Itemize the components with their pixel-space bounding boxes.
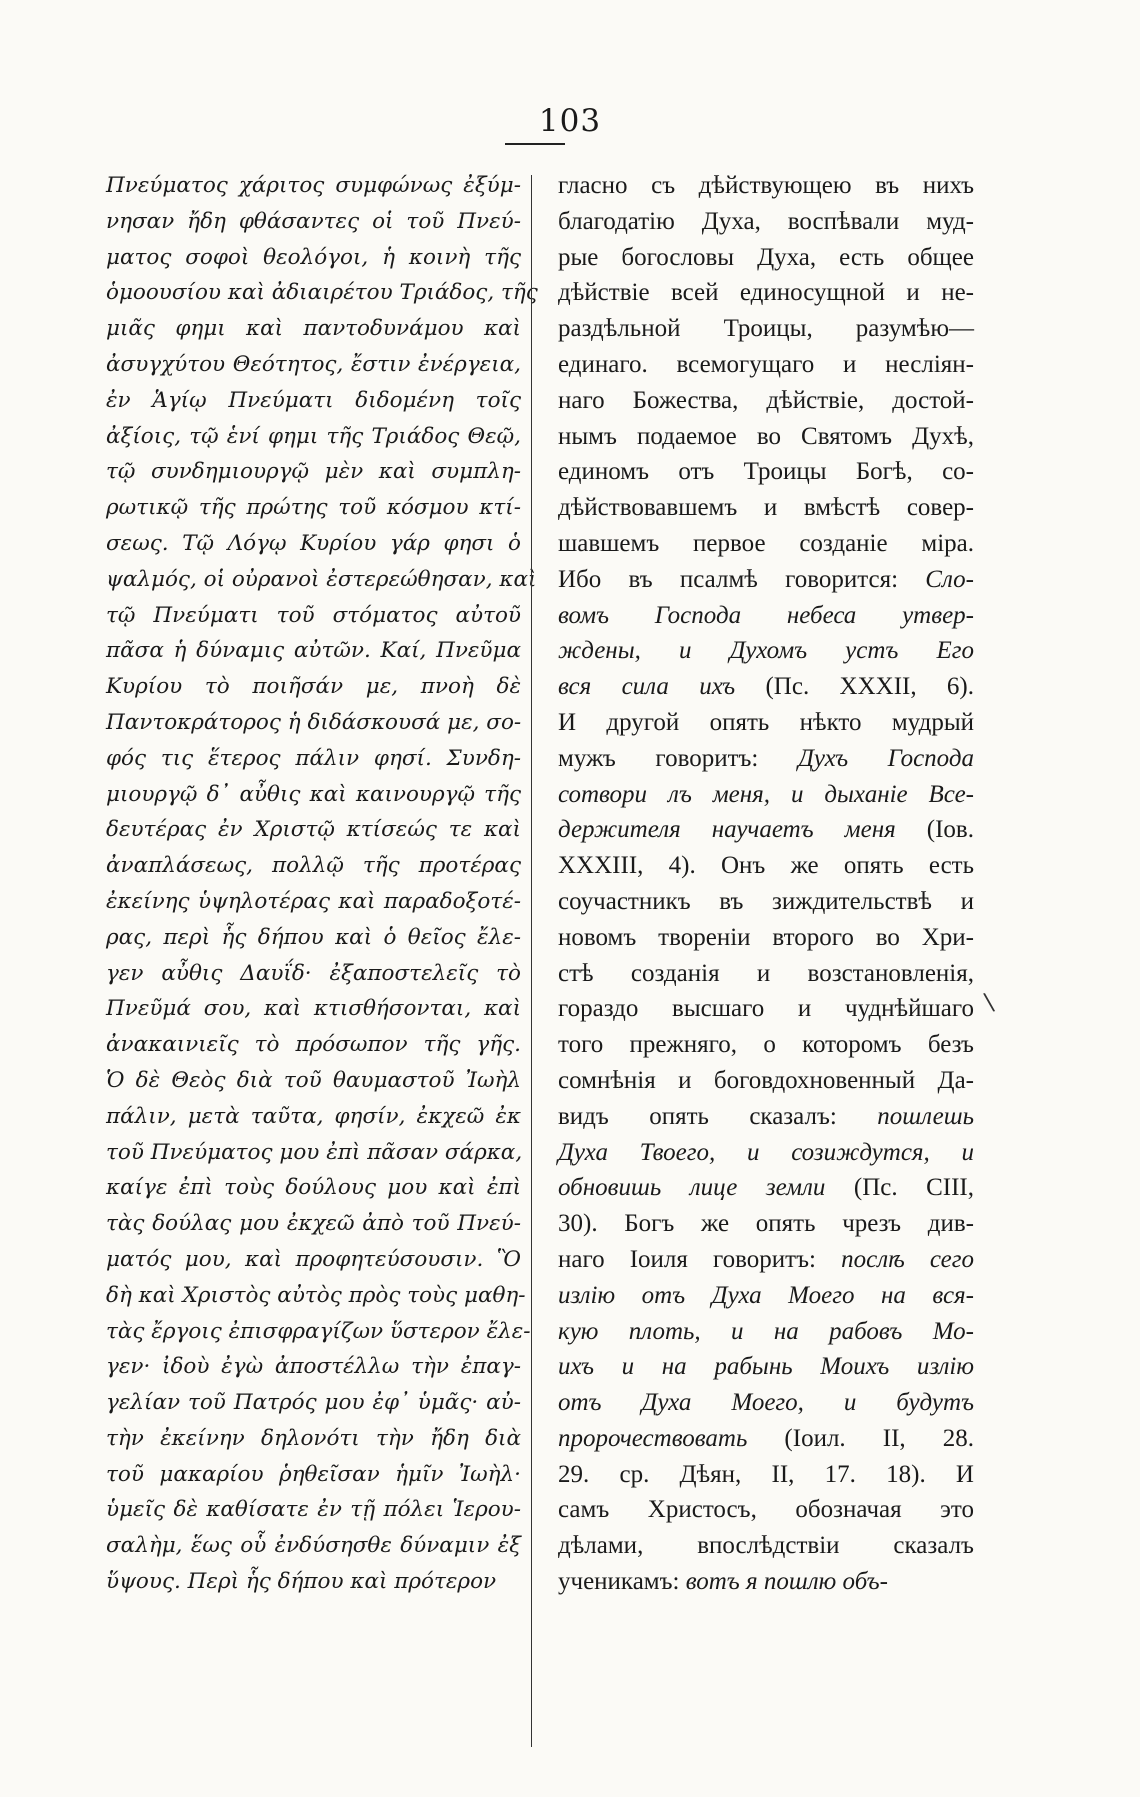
russian-line (558, 1421, 974, 1457)
quotation-text: обновишь лице земли (558, 1174, 826, 1202)
quotation-text: сотвори лъ меня, и дыханіе Все- (558, 780, 974, 808)
greek-line: καίγε ἐπὶ τοὺς δούλους μου καὶ ἐπὶ (106, 1175, 521, 1201)
russian-line (558, 598, 974, 634)
body-text: (Пс. XXXII, 6). (735, 673, 974, 701)
quotation-text: ихъ и на рабынь Моихъ излію (558, 1353, 974, 1381)
body-text: рые богословы Духа, есть общее (558, 243, 974, 271)
quotation-text: Духъ Господа (797, 744, 974, 772)
greek-line: ρωτικῷ τῆς πρώτης τοῦ κόσμου κτί- (106, 495, 521, 521)
russian-line (558, 419, 974, 455)
russian-line (558, 1170, 974, 1206)
page-number-underline (505, 143, 565, 145)
greek-line: σαλὴμ, ἕως οὗ ἐνδύσησθε δύναμιν ἐξ (106, 1533, 521, 1559)
body-text: новомъ твореніи второго во Хри- (558, 923, 974, 951)
russian-line (558, 1278, 974, 1314)
greek-line: τῷ Πνεύματι τοῦ στόματος αὐτοῦ (106, 602, 521, 628)
greek-line: πάλιν, μετὰ ταῦτα, φησίν, ἐκχεῶ ἐκ (106, 1103, 521, 1129)
greek-line: σεως. Τῷ Λόγῳ Κυρίου γάρ φησι ὁ (106, 530, 521, 556)
quotation-text: пошлешь (877, 1102, 974, 1130)
body-text: соучастникъ въ зиждительствѣ и (558, 887, 974, 915)
greek-line: ἀνακαινιεῖς τὸ πρόσωπον τῆς γῆς. (106, 1032, 521, 1058)
greek-line: Πνεύματος χάριτος συμφώνως ἐξύμ- (106, 173, 521, 198)
body-text: дѣйствіе всей единосущной и не- (558, 279, 974, 307)
body-text: 30). Богъ же опять чрезъ див- (558, 1210, 974, 1238)
greek-line: ἐν Ἁγίῳ Πνεύματι διδομένη τοῖς (106, 387, 521, 413)
greek-line: Πνεῦμά σου, καὶ κτισθήσονται, καὶ (106, 996, 521, 1022)
russian-line (558, 884, 974, 920)
greek-line: τῷ συνδημιουργῷ μὲν καὶ συμπλη- (106, 459, 521, 485)
russian-line (558, 1135, 974, 1171)
body-text: дѣлами, впослѣдствіи сказалъ (558, 1532, 974, 1560)
body-text: 29. ср. Дѣян, II, 17. 18). И (558, 1460, 974, 1488)
column-divider (531, 175, 532, 1747)
greek-line: τὴν ἐκείνην δηλονότι τὴν ἤδη διὰ (106, 1425, 521, 1451)
body-text: И другой опять нѣкто мудрый (558, 708, 974, 736)
body-text: мужъ говоритъ: (558, 744, 798, 772)
russian-line (558, 240, 974, 276)
greek-line: ματος σοφοὶ θεολόγοι, ἡ κοινὴ τῆς (106, 244, 521, 270)
russian-line (558, 1099, 974, 1135)
greek-line: ὕψους. Περὶ ἧς δήπου καὶ πρότερον (106, 1569, 497, 1595)
body-text: видъ опять сказалъ: (558, 1102, 878, 1130)
russian-text-column (558, 168, 974, 1600)
russian-line (558, 490, 974, 526)
body-text: гораздо высшаго и чуднѣйшаго (558, 995, 974, 1023)
russian-line (558, 1314, 974, 1350)
quotation-text: отъ Духа Моего, и будутъ (558, 1389, 974, 1417)
body-text: раздѣльной Троицы, разумѣю— (558, 315, 974, 343)
russian-line (558, 741, 974, 777)
greek-line: Ὁ δὲ Θεὸς διὰ τοῦ θαυμαστοῦ Ἰωὴλ (106, 1067, 521, 1093)
russian-line (558, 454, 974, 490)
quotation-text: вомъ Господа небеса утвер- (558, 601, 974, 629)
russian-line (558, 991, 974, 1027)
quotation-text: Сло- (925, 565, 974, 593)
quotation-text: пророчествовать (558, 1424, 748, 1452)
quotation-text: кую плоть, и на рабовъ Мо- (558, 1317, 974, 1345)
greek-line: ὁμοουσίου καὶ ἀδιαιρέτου Τριάδος, τῆς (106, 280, 538, 306)
russian-line (558, 1027, 974, 1063)
russian-line (558, 705, 974, 741)
quotation-text: послѣ сего (841, 1245, 974, 1273)
quotation-text: излію отъ Духа Моего на вся- (558, 1281, 974, 1309)
russian-line (558, 383, 974, 419)
quotation-text: вотъ я пошлю объ- (685, 1568, 888, 1596)
russian-line (558, 669, 974, 705)
quotation-text: вся сила ихъ (558, 673, 736, 701)
greek-line: τοῦ Πνεύματος μου ἐπὶ πᾶσαν σάρκα, (106, 1139, 523, 1165)
russian-line (558, 1385, 974, 1421)
greek-line: τοῦ μακαρίου ῥηθεῖσαν ἡμῖν Ἰωὴλ· (106, 1461, 521, 1487)
body-text: наго Іоиля говоритъ: (558, 1245, 842, 1273)
greek-line: τὰς δούλας μου ἐκχεῶ ἀπὸ τοῦ Πνεύ- (106, 1211, 521, 1237)
greek-line: ρας, περὶ ἧς δήπου καὶ ὁ θεῖος ἔλε- (106, 924, 521, 950)
greek-line: φός τις ἕτερος πάλιν φησί. Συνδη- (106, 745, 521, 771)
russian-line (558, 347, 974, 383)
russian-line (558, 848, 974, 884)
body-text: ученикамъ: (558, 1568, 686, 1596)
body-text: (Іоил. II, 28. (747, 1424, 974, 1452)
quotation-text: Духа Твоего, и созиждутся, и (558, 1138, 974, 1166)
russian-line (558, 1206, 974, 1242)
page-number: 103 (538, 103, 602, 139)
russian-line (558, 920, 974, 956)
greek-line: δὴ καὶ Χριστὸς αὐτὸς πρὸς τοὺς μαθη- (106, 1282, 526, 1308)
russian-line (558, 1063, 974, 1099)
russian-line (558, 1457, 974, 1493)
greek-line: μιᾶς φημι καὶ παντοδυνάμου καὶ (106, 316, 521, 342)
russian-line (558, 1349, 974, 1385)
greek-line: νησαν ἤδη φθάσαντες οἱ τοῦ Πνεύ- (106, 208, 521, 234)
greek-line: ἀναπλάσεως, πολλῷ τῆς προτέρας (106, 853, 521, 879)
russian-line (558, 311, 974, 347)
body-text: того прежняго, о которомъ безъ (558, 1031, 974, 1059)
body-text: дѣйствовавшемъ и вмѣстѣ совер- (558, 494, 974, 522)
russian-line (558, 956, 974, 992)
body-text: гласно съ дѣйствующею въ нихъ (558, 172, 974, 199)
body-text: (Пс. CIII, (825, 1174, 974, 1202)
russian-line (558, 1242, 974, 1278)
russian-line (558, 777, 974, 813)
greek-text-column (106, 168, 538, 1600)
greek-line: δευτέρας ἐν Χριστῷ κτίσεώς τε καὶ (106, 817, 521, 843)
body-text: сомнѣнія и боговдохновенный Да- (558, 1066, 974, 1094)
greek-line: μιουργῷ δ᾽ αὖθις καὶ καινουργῷ τῆς (106, 781, 521, 807)
body-text: единаго. всемогущаго и несліян- (558, 350, 974, 378)
greek-line: γεν· ἰδοὺ ἐγὼ ἀποστέλλω τὴν ἐπαγ- (106, 1354, 521, 1380)
greek-line: γελίαν τοῦ Πατρός μου ἐφ᾽ ὑμᾶς· αὐ- (106, 1390, 521, 1416)
russian-line (558, 562, 974, 598)
greek-line: Κυρίου τὸ ποιῆσάν με, πνοὴ δὲ (106, 674, 521, 700)
russian-line (558, 275, 974, 311)
quotation-text: держителя научаетъ меня (558, 816, 896, 844)
margin-mark: \ (982, 987, 996, 1017)
body-text: единомъ отъ Троицы Богѣ, со- (558, 458, 974, 486)
greek-line: ἀσυγχύτου Θεότητος, ἔστιν ἐνέργεια, (106, 351, 521, 377)
greek-line: ματός μου, καὶ προφητεύσουσιν. Ὃ (106, 1246, 521, 1272)
greek-line: ψαλμός, οἱ οὐρανοὶ ἐστερεώθησαν, καὶ (106, 566, 537, 592)
russian-line (558, 1492, 974, 1528)
body-text: нымъ подаемое во Святомъ Духѣ, (558, 422, 974, 450)
body-text: благодатію Духа, воспѣвали муд- (558, 207, 974, 235)
body-text: (Іов. (895, 816, 974, 844)
greek-line: Παντοκράτορος ἡ διδάσκουσά με, σο- (106, 709, 522, 735)
quotation-text: ждены, и Духомъ устъ Его (558, 637, 974, 665)
greek-line: πᾶσα ἡ δύναμις αὐτῶν. Καί, Πνεῦμα (106, 638, 521, 664)
body-text: самъ Христосъ, обозначая это (558, 1496, 974, 1524)
russian-line (558, 1564, 974, 1600)
russian-line (558, 633, 974, 669)
greek-line: γεν αὖθις Δαυΐδ· ἐξαποστελεῖς τὸ (106, 960, 521, 986)
russian-line (558, 204, 974, 240)
russian-line (558, 526, 974, 562)
greek-line: ὑμεῖς δὲ καθίσατε ἐν τῇ πόλει Ἱερου- (106, 1497, 521, 1523)
body-text: наго Божества, дѣйствіе, достой- (558, 386, 974, 414)
greek-line: ἐκείνης ὑψηλοτέρας καὶ παραδοξοτέ- (106, 888, 521, 914)
body-text: Ибо въ псалмѣ говорится: (558, 565, 926, 593)
body-text: шавшемъ первое созданіе міра. (558, 529, 974, 557)
body-text: XXXIII, 4). Онъ же опять есть (558, 852, 974, 880)
russian-line (558, 1528, 974, 1564)
greek-line: ἀξίοις, τῷ ἑνί φημι τῆς Τριάδος Θεῷ, (106, 423, 521, 449)
russian-line (558, 812, 974, 848)
greek-line: τὰς ἔργοις ἐπισφραγίζων ὕστερον ἔλε- (106, 1318, 531, 1344)
russian-line (558, 168, 974, 204)
body-text: стѣ созданія и возстановленія, (558, 959, 974, 987)
